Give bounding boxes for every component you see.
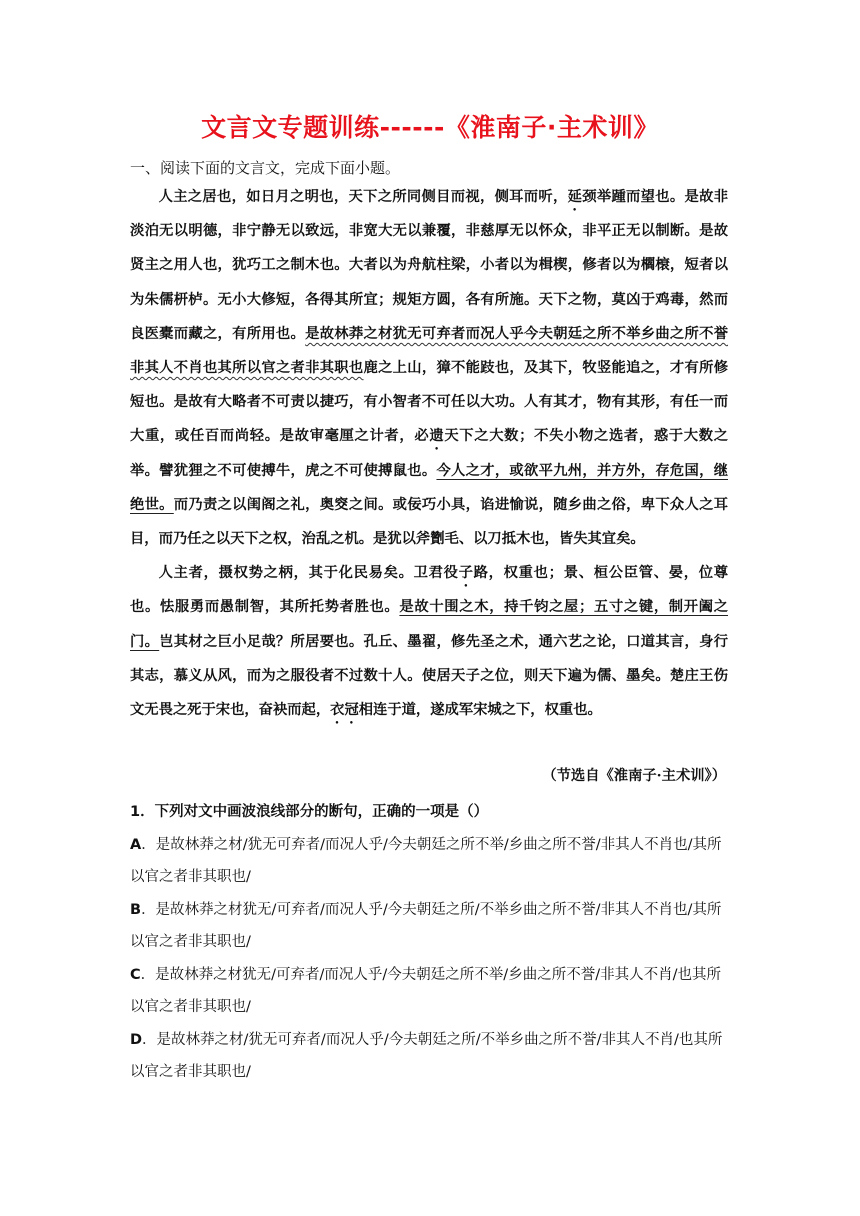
section-heading: 一、阅读下面的文言文，完成下面小题。 xyxy=(130,159,401,177)
dotted-char: 衣冠 xyxy=(330,702,359,719)
option-c: C．是故林莽之材犹无/可弃者/而况人乎/今夫朝廷之所不举/乡曲之所不誉/非其人不肖/也其所以官之者非其职也/ xyxy=(130,966,721,1015)
option-b: B．是故林莽之材犹无/可弃者/而况人乎/今夫朝廷之所/不举乡曲之所不誉/非其人不肖也/其所以官之者非其职也/ xyxy=(130,901,722,950)
passage-paragraph-2: 人主者，摄权势之柄，其于化民易矣。卫君役子路，权重也；景、桓公臣管、晏，位尊也。怯服勇而愚制智，其所托势者胜也。是故十围之木，持千钧之屋；五寸之键，制开阖之门。岂其材之巨小足哉？所居要也。孔丘、墨翟，修先圣之术，通六艺之论，口道其言，身行其志，慕义从风，而为之服役者不过数十人。使居天子之位，则天下遍为儒、墨矣。楚庄王伤文无畏之死于宋也，奋袂而起，衣冠相连于道，遂成军宋城之下，权重也。 xyxy=(130,565,729,719)
source-note: （节选自《淮南子·主术训》） xyxy=(542,768,726,784)
classical-passage xyxy=(130,180,728,727)
dotted-char: 遗 xyxy=(429,428,445,445)
underlined-sentence: 今人之才，或欲平九州，并方外，存危国，继绝世。 xyxy=(130,462,729,513)
option-a: A．是故林莽之材/犹无可弃者/而况人乎/今夫朝廷之所不举/乡曲之所不誉/非其人不肖也/其所以官之者非其职也/ xyxy=(130,836,722,885)
wavy-underlined-sentence: 是故林莽之材犹无可弃者而况人乎今夫朝廷之所不举乡曲之所不誉非其人不肖也其所以官之者非其职也 xyxy=(130,325,729,377)
question-stem: 1．下列对文中画波浪线部分的断句，正确的一项是（） xyxy=(130,804,489,820)
question-block xyxy=(130,796,730,1089)
passage-paragraph-1: 人主之居也，如日月之明也，天下之所同侧目而视，侧耳而听，延颈举踵而望也。是故非淡泊无以明德，非宁静无以致远，非宽大无以兼覆，非慈厚无以怀众，非平正无以制断。是故贤主之用人也，犹巧工之制木也。大者以为舟航柱梁，小者以为楫楔，修者以为櫩榱，短者以为朱儒枅栌。无小大修短，各得其所宜；规矩方圆，各有所施。天下之物，莫凶于鸡毒，然而良医橐而藏之，有所用也。是故林莽之材犹无可弃者而况人乎今夫朝廷之所不举乡曲之所不誉非其人不肖也其所以官之者非其职也鹿之上山，獐不能跂也，及其下，牧竖能追之，才有所修短也。是故有大略者不可责以捷巧，有小智者不可任以大功。人有其才，物有其形，有任一而大重，或任百而尚轻。是故审毫厘之计者，必遗天下之大数；不失小物之选者，惑于大数之举。譬犹狸之不可使搏牛，虎之不可使搏鼠也。今人之才，或欲平九州，并方外，存危国，继绝世。而乃责之以闺阁之礼，奥窔之间。或佞巧小具，谄进愉说，随乡曲之俗，卑下众人之耳目，而乃任之以天下之权，治乱之机。是犹以斧劗毛、以刀抵木也，皆失其宜矣。 xyxy=(130,189,729,548)
dotted-char: 子 xyxy=(458,565,474,582)
option-d: D．是故林莽之材/犹无可弃者/而况人乎/今夫朝廷之所/不举乡曲之所不誉/非其人不肖/也其所以官之者非其职也/ xyxy=(130,1031,723,1080)
underlined-sentence: 是故十围之木，持千钧之屋；五寸之键，制开阖之门。 xyxy=(130,599,729,650)
document-title: 文言文专题训练------《淮南子·主术训》 xyxy=(201,113,659,142)
dotted-char: 延 xyxy=(567,189,583,205)
